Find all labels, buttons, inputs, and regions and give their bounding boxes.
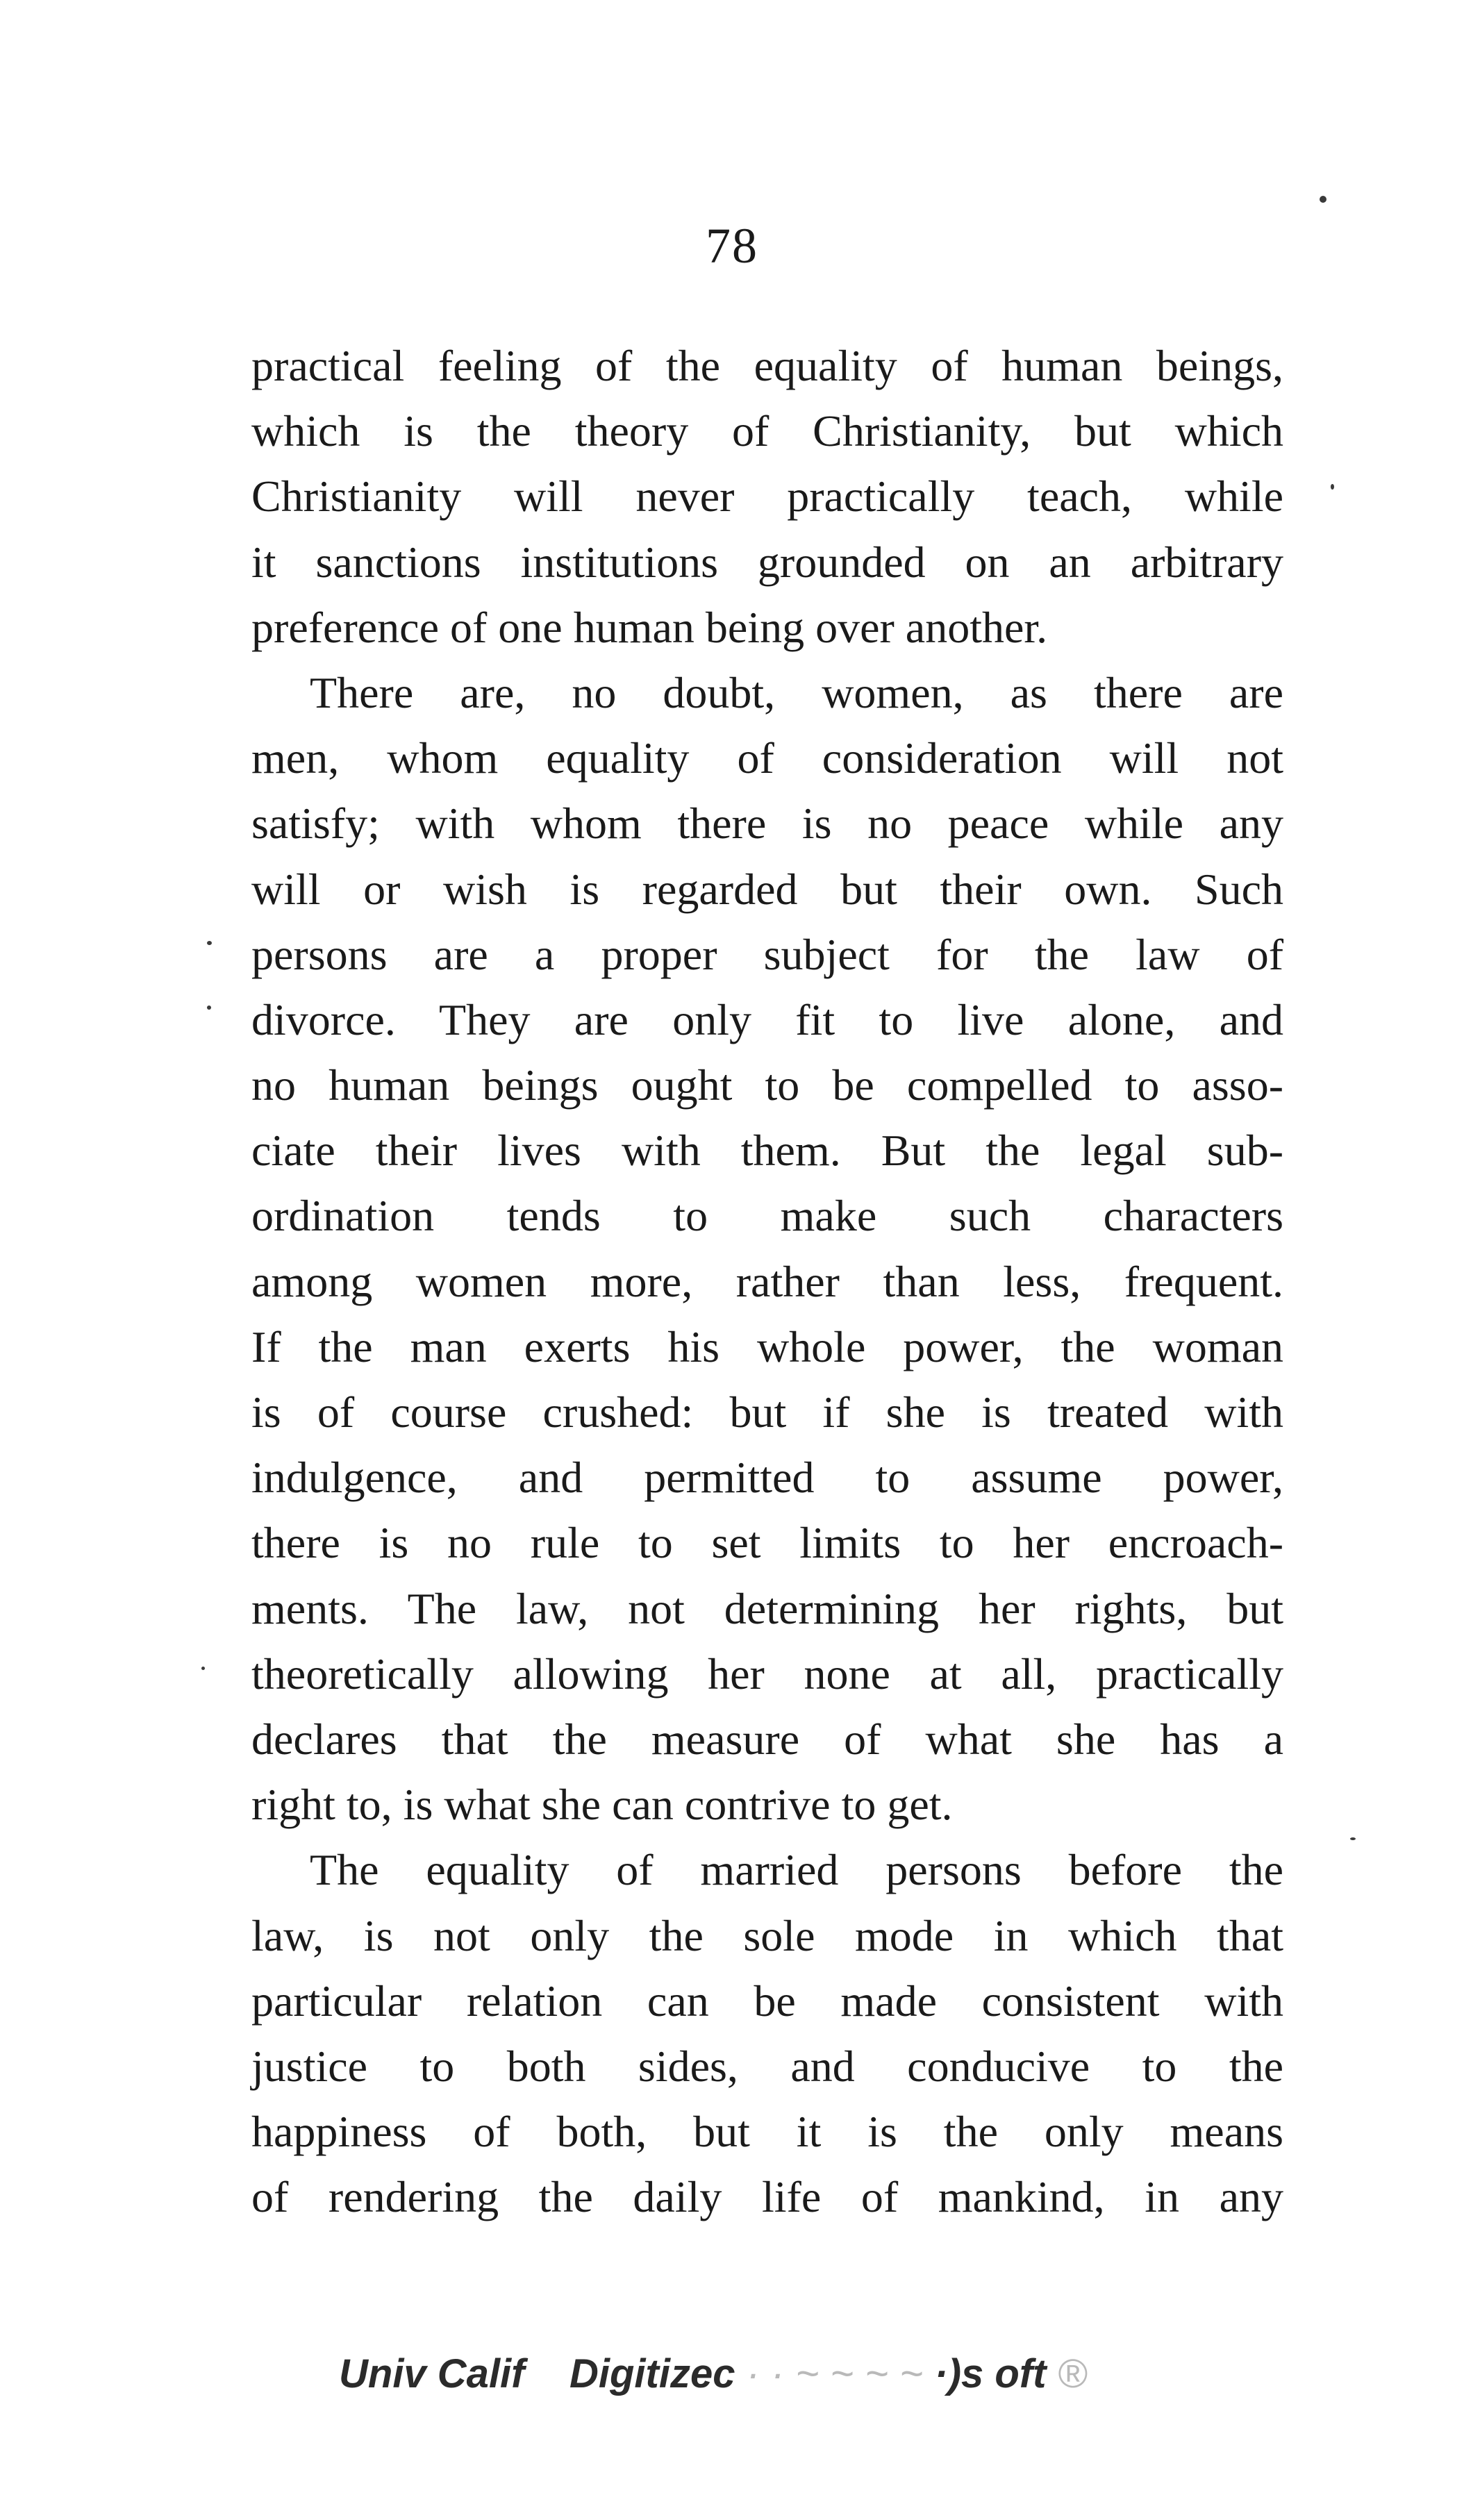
text-line: there is no rule to set limits to her encroach- [251,1518,1283,1568]
text-line: of rendering the daily life of mankind, in any [251,2172,1283,2222]
scan-speck [1331,484,1334,490]
text-line: ordination tends to make such characters [251,1191,1283,1241]
watermark-microsoft: ·)s oft [934,2351,1047,2396]
text-line: There are, no doubt, women, as there are [310,667,1283,717]
text-line: practical feeling of the equality of human beings, [251,341,1283,390]
text-line: preference of one human being over another. [251,602,1048,652]
text-line: indulgence, and permitted to assume power, [251,1453,1283,1503]
registered-mark-icon: ® [1057,2351,1088,2396]
text-line: no human beings ought to be compelled to asso- [251,1060,1283,1110]
scan-speck [1350,1837,1356,1840]
text-line: ments. The law, not determining her rights, but [251,1583,1283,1633]
digitization-watermark [339,2351,1158,2397]
text-line: will or wish is regarded but their own. Such [251,864,1283,914]
body-text [251,333,1283,2230]
text-line: The equality of married persons before the [310,1845,1283,1895]
text-line: it sanctions institutions grounded on an arbitrary [251,537,1283,587]
text-line: particular relation can be made consistent with [251,1976,1283,2026]
text-line: justice to both sides, and conducive to the [251,2041,1283,2091]
scan-speck [207,1006,211,1010]
text-line: which is the theory of Christianity, but which [251,406,1283,456]
text-line: happiness of both, but it is the only means [251,2107,1283,2157]
page-number: 78 [706,218,758,274]
text-line: men, whom equality of consideration will not [251,733,1283,783]
text-line: divorce. They are only fit to live alone, and [251,994,1283,1044]
watermark-digitized: Digitizec [569,2351,735,2396]
text-line: law, is not only the sole mode in which that [251,1910,1283,1960]
text-line: is of course crushed: but if she is treated with [251,1387,1283,1437]
watermark-faded-text: · · ~ ~ ~ ~ [746,2351,924,2396]
scan-speck [207,941,212,945]
text-line: ciate their lives with them. But the legal sub- [251,1126,1283,1176]
paragraph-1 [251,333,1283,660]
text-line: declares that the measure of what she has a [251,1714,1283,1764]
text-line: right to, is what she can contrive to get. [251,1780,953,1830]
text-line: persons are a proper subject for the law of [251,929,1283,979]
text-line: If the man exerts his whole power, the woman [251,1321,1283,1371]
text-line: satisfy; with whom there is no peace while any [251,799,1283,849]
text-line: among women more, rather than less, frequent. [251,1256,1283,1306]
scan-speck [201,1667,205,1670]
paragraph-2 [251,660,1283,1837]
text-line: Christianity will never practically teach, while [251,472,1283,521]
scan-speck [1320,196,1326,203]
paragraph-3 [251,1837,1283,2230]
text-line: theoretically allowing her none at all, practically [251,1649,1283,1699]
watermark-univ-calif: Univ Calif [339,2351,525,2396]
